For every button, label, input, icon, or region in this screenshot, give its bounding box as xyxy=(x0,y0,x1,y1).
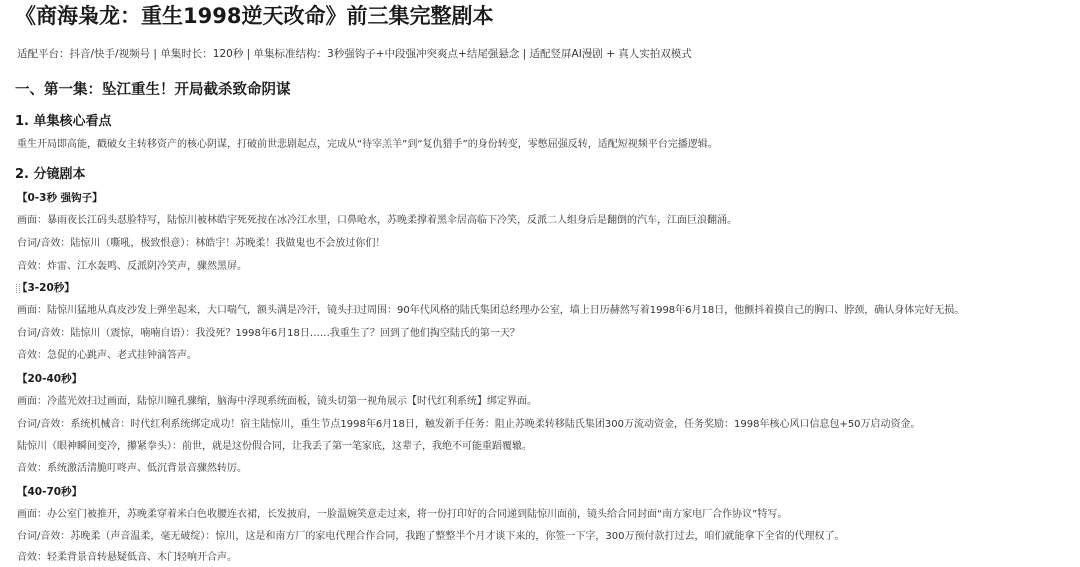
storyboard-heading: 2. 分镜剧本 xyxy=(15,167,86,182)
segment-line: 画面：暴雨夜长江码头怼脸特写，陆惊川被林皓宇死死按在冰冷江水里，口鼻呛水，苏晚柔撑着黑伞居高临下冷笑，反派二人组身后是翻倒的汽车，江面巨浪翻涌。 xyxy=(17,215,737,226)
segment-line: 音效：轻柔背景音转悬疑低音、木门轻响开合声。 xyxy=(17,552,237,563)
core-highlights-heading: 1. 单集核心看点 xyxy=(15,114,112,129)
segment-time-3-20: 【3-20秒】 xyxy=(17,282,75,294)
segment-time-40-70: 【40-70秒】 xyxy=(17,486,83,498)
segment-line: 台词/音效：陆惊川（嘶吼，极致恨意）：林皓宇！苏晚柔！我做鬼也不会放过你们！ xyxy=(17,238,386,249)
segment-time-0-3: 【0-3秒 强钩子】 xyxy=(17,192,103,204)
document-title: 《商海枭龙：重生1998逆天改命》前三集完整剧本 xyxy=(15,4,494,28)
segment-line: 音效：急促的心跳声、老式挂钟滴答声。 xyxy=(17,350,197,361)
segment-line: 音效：系统激活清脆叮咚声、低沉背景音骤然转厉。 xyxy=(17,463,247,474)
segment-line: 陆惊川（眼神瞬间变冷，攥紧拳头）：前世，就是这份假合同，让我丢了第一笔家底，这辈子，我绝不可能重蹈覆辙。 xyxy=(17,441,532,452)
segment-line: 台词/音效：苏晚柔（声音温柔，毫无破绽）：惊川，这是和南方厂的家电代理合作合同，我跑了整整半个月才谈下来的，你签一下字，300万预付款打过去，咱们就能拿下全省的代理权了。 xyxy=(17,531,845,542)
segment-line: 台词/音效：系统机械音：时代红利系统绑定成功！宿主陆惊川，重生节点1998年6月18日，触发新手任务：阻止苏晚柔转移陆氏集团300万流动资金，任务奖励：1998年核心风口信息包+50万启动资金。 xyxy=(17,419,921,430)
core-highlights-text: 重生开局即高能，戳破女主转移资产的核心阴谋，打破前世悲剧起点，完成从“待宰羔羊”到“复仇猎手”的身份转变，零憋屈强反转，适配短视频平台完播逻辑。 xyxy=(17,139,718,150)
segment-time-20-40: 【20-40秒】 xyxy=(17,373,83,385)
segment-line: 画面：办公室门被推开，苏晚柔穿着米白色收腰连衣裙，长发披肩，一脸温婉笑意走过来，将一份打印好的合同递到陆惊川面前，镜头给合同封面“南方家电厂合作协议”特写。 xyxy=(17,509,788,520)
segment-line: 台词/音效：陆惊川（震惊，喃喃自语）：我没死？1998年6月18日……我重生了？回到了他们掏空陆氏的第一天？ xyxy=(17,328,520,339)
segment-line: 画面：冷蓝光效扫过画面，陆惊川瞳孔骤缩，脑海中浮现系统面板，镜头切第一视角展示【时代红利系统】绑定界面。 xyxy=(17,396,537,407)
segment-line: 音效：炸雷、江水轰鸣、反派阴冷笑声，骤然黑屏。 xyxy=(17,261,247,272)
episode-1-heading: 一、第一集：坠江重生！开局截杀致命阴谋 xyxy=(15,82,291,98)
segment-line: 画面：陆惊川猛地从真皮沙发上弹坐起来，大口喘气，额头满是冷汗，镜头扫过周围：90年代风格的陆氏集团总经理办公室，墙上日历赫然写着1998年6月18日，他颤抖着摸自己的胸口、脖颈，确认身体完好无损。 xyxy=(17,305,965,316)
platform-meta: 适配平台：抖音/快手/视频号 | 单集时长：120秒 | 单集标准结构：3秒强钩子+中段强冲突爽点+结尾强悬念 | 适配竖屏AI漫剧 + 真人实拍双模式 xyxy=(17,48,692,60)
